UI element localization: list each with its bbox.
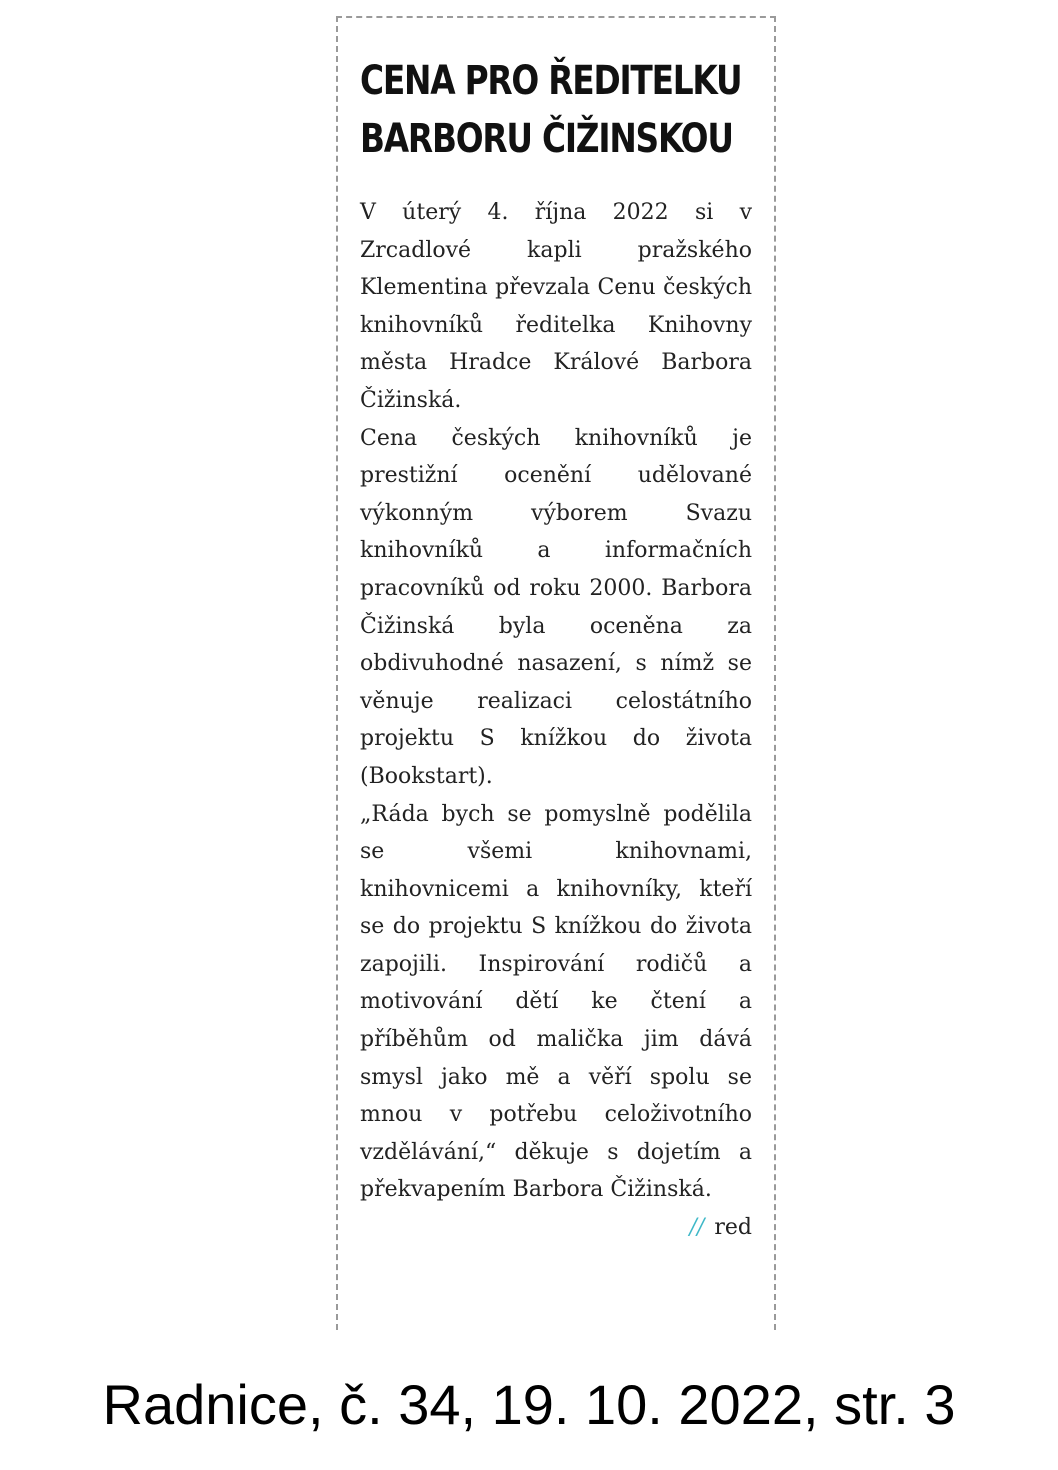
signature — [690, 1209, 752, 1247]
paragraph-1: V úterý 4. října 2022 si v Zrcadlové kapli pražského Klementina převzala Cenu českých knihovníků ředitelka Knihovny města Hradce Králové Barbora Čižinská. — [360, 200, 752, 413]
article-body — [360, 194, 752, 1241]
source-citation: Radnice, č. 34, 19. 10. 2022, str. 3 — [102, 1373, 956, 1436]
signature-author: red — [714, 1215, 752, 1241]
paragraph-3 — [360, 796, 752, 1241]
headline-line-1: CENA PRO ŘEDITELKU — [360, 58, 742, 104]
paragraph-2: Cena českých knihovníků je prestižní ocenění udělované výkonným výborem Svazu knihovníků a informačních pracovníků od roku 2000. Barbora Čižinská byla oceněna za obdivuhodné nasazení, s nímž se věnuje realizaci celostátního projektu S knížkou do života (Bookstart). — [360, 425, 752, 789]
headline — [360, 52, 752, 168]
signature-mark: // — [689, 1215, 705, 1241]
article-box — [336, 16, 776, 1330]
headline-line-2: BARBORU ČIŽINSKOU — [360, 116, 733, 162]
paragraph-3-text: „Ráda bych se pomyslně podělila se všemi knihovnami, knihovnicemi a knihovníky, kteří se do projektu S knížkou do života zapojili. Inspirování rodičů a motivování dětí ke čtení a příběhům od malička jim dává smysl jako mě a věří spolu se mnou v potřebu celoživotního vzdělávání,“ děkuje s dojetím a překvapením Barbora Čižinská. — [360, 801, 752, 1203]
